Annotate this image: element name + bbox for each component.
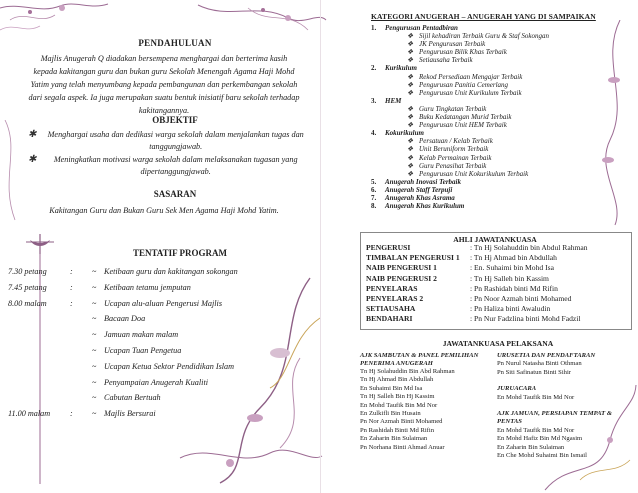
kategori-number: 7. (371, 193, 377, 202)
kategori-group-name: Kokurikulum (385, 129, 424, 138)
pelaksana-name: Pn Rashidah Binti Md Rifin (360, 426, 435, 434)
pelaksana-name: En Zaharin Bin Sulaiman (497, 443, 565, 451)
diamond-bullet-icon: ❖ (406, 48, 414, 57)
kategori-subitem-label: Kelab Permainan Terbaik (419, 153, 492, 162)
arrow-bullet-icon: ~ (92, 330, 97, 340)
kategori-subitem-label: Pengurusan Unit HEM Terbaik (419, 121, 507, 130)
pelaksana-name: En Che Mohd Suhaimi Bin Ismail (497, 452, 587, 460)
sasaran-text: Kakitangan Guru dan Bukan Guru Sek Men Agama Haji Mohd Yatim. (49, 206, 279, 215)
pelaksana-name: En Zulkifli Bin Husain (360, 410, 421, 418)
tentatif-time: 11.00 malam (8, 409, 51, 419)
tentatif-rows (8, 264, 320, 422)
tentatif-time: 8.00 malam (8, 298, 47, 308)
tentatif-row (60, 343, 320, 359)
arrow-bullet-icon: ~ (92, 361, 97, 371)
tentatif-item: Jamuan makan malam (104, 330, 179, 340)
tentatif-item: Cabutan Bertuah (104, 393, 161, 403)
kategori-number: 8. (371, 202, 377, 211)
pelaksana-title: JAWATANKUASA PELAKSANA (442, 339, 554, 348)
tentatif-item: Ucapan Tuan Pengetua (104, 345, 182, 355)
kategori-list (371, 24, 601, 210)
kategori-subitem (371, 48, 601, 56)
kategori-group-name: Anugerah Inovasi Terbaik (385, 177, 461, 186)
ajk-row (366, 314, 628, 324)
pelaksana-left-title: AJK SAMBUTAN & PANEL PEMILIHAN PENERIMA ANUGERAH (360, 352, 479, 368)
tentatif-colon: : (70, 282, 73, 292)
diamond-bullet-icon: ❖ (406, 56, 414, 65)
ajk-rows (366, 243, 628, 325)
ajk-row (366, 243, 628, 253)
pelaksana-name: Pn Nurul Natasha Binti Othman (497, 360, 582, 368)
kategori-group (371, 202, 601, 210)
kategori-group-name: Anugerah Staff Terpuji (385, 185, 453, 194)
kategori-group (371, 178, 601, 186)
ajk-name: : Pn Noor Azmah binti Mohamed (470, 294, 572, 304)
arrow-bullet-icon: ~ (92, 345, 97, 355)
ajk-role: PENGERUSI (366, 243, 411, 252)
kategori-subitem-label: Pengurusan Bilik Khas Terbaik (419, 48, 507, 57)
kategori-subitem-label: Rekod Persediaan Mengajar Terbaik (419, 72, 523, 81)
kategori-subitem-label: Pengurusan Unit Kokurikulum Terbaik (419, 169, 529, 178)
tentatif-item: Penyampaian Anugerah Kualiti (104, 377, 209, 387)
kategori-subitem (371, 154, 601, 162)
pelaksana-right (497, 352, 632, 460)
pelaksana-group-title: JURUACARA (497, 385, 537, 393)
diamond-bullet-icon: ❖ (406, 32, 414, 41)
diamond-bullet-icon: ❖ (406, 121, 414, 130)
kategori-subitem (371, 40, 601, 48)
kategori-number: 5. (371, 177, 377, 186)
kategori-subitem-label: Buku Kedatangan Murid Terbaik (419, 113, 512, 122)
kategori-group-name: Anugerah Khas Asrama (385, 193, 455, 202)
tentatif-colon (70, 359, 82, 375)
kategori-subitem (371, 162, 601, 170)
kategori-subitem-label: Guru Tingkatan Terbaik (419, 104, 487, 113)
kategori-number: 3. (371, 96, 377, 105)
kategori-group-name: HEM (385, 96, 402, 105)
objektif-item: ✱ Menghargai usaha dan dedikasi warga sekolah dalam menjalankan tugas dan tanggungjawab. (28, 129, 304, 151)
ajk-name: : Pn Haliza binti Awaludin (470, 304, 551, 314)
pelaksana-name: En Zaharin Bin Sulaiman (360, 435, 428, 443)
ajk-name: : Pn Rashidah binti Md Rifin (470, 283, 558, 293)
diamond-bullet-icon: ❖ (406, 80, 414, 89)
arrow-bullet-icon: ~ (92, 409, 97, 419)
tentatif-item: Ketibaan guru dan kakitangan sokongan (104, 267, 238, 276)
tentatif-time (8, 359, 58, 375)
tentatif-row (60, 375, 320, 391)
kategori-subitem (371, 89, 601, 97)
tentatif-row (60, 390, 320, 406)
kategori-subitem-label: Pengurusan Panitia Cemerlang (419, 80, 509, 89)
pelaksana-name: En Mohd Taufik Bin Md Nor (360, 401, 438, 409)
tentatif-colon: : (70, 267, 73, 276)
kategori-subitem-label: Setiausaha Terbaik (419, 56, 473, 65)
pelaksana-name: Pn Siti Safinatun Binti Sihir (497, 368, 572, 376)
pelaksana-name: Tn Hj Solahuddin Bin Abd Rahman (360, 368, 455, 375)
kategori-subitem (371, 121, 601, 129)
kategori-number: 1. (371, 24, 377, 32)
kategori-group (371, 194, 601, 202)
pelaksana-name: Tn Hj Salleh Bin Hj Kassim (360, 393, 435, 401)
tentatif-time (8, 343, 58, 359)
kategori-subitem (371, 113, 601, 121)
pelaksana-group-title: URUSETIA DAN PENDAFTARAN (497, 352, 596, 359)
diamond-bullet-icon: ❖ (406, 161, 414, 170)
tentatif-time (8, 375, 58, 391)
pendahuluan-text: Majlis Anugerah Q diadakan bersempena menghargai dan berterima kasih kepada kakitangan guru dan bukan guru Sekolah Menengah Agama Haji Mohd Yatim yang telah menyumbang kepada pembangunan dan perkembangan sekolah dari segala aspek. Ia juga merupakan suatu bentuk inisiatif baru sekolah terhadap kakitangannya. (28, 54, 300, 115)
ajk-role: PENYELARAS 2 (366, 294, 424, 304)
kategori-subitem (371, 137, 601, 145)
arrow-bullet-icon: ~ (92, 267, 97, 276)
tentatif-row (60, 359, 320, 375)
arrow-bullet-icon: ~ (92, 377, 97, 387)
tentatif-colon: : (70, 298, 73, 308)
arrow-bullet-icon: ~ (92, 393, 97, 403)
tentatif-item: Ucapan Ketua Sektor Pendidikan Islam (104, 361, 235, 371)
sasaran-title: SASARAN (153, 189, 197, 199)
kategori-number: 2. (371, 64, 377, 73)
diamond-bullet-icon: ❖ (406, 40, 414, 49)
ajk-role: PENYELARAS (366, 283, 418, 293)
pelaksana-name: En Mohd Taufik Bin Md Nor (497, 426, 575, 434)
floral-corner-top-left (0, 0, 110, 40)
tentatif-time (8, 390, 58, 406)
kategori-title: KATEGORI ANUGERAH – ANUGERAH YANG DI SAMPAIKAN (371, 12, 596, 21)
panel-divider-1 (320, 0, 321, 493)
arrow-bullet-icon: ~ (92, 298, 97, 308)
kategori-subitem-label: Persatuan / Kelab Terbaik (419, 137, 493, 146)
tentatif-time: 7.45 petang (8, 282, 47, 292)
tentatif-item: Ketibaan tetamu jemputan (104, 282, 191, 292)
ajk-row (366, 294, 628, 304)
pelaksana-name: Pn Norhana Binti Ahmad Anuar (360, 443, 445, 451)
arrow-bullet-icon: ~ (92, 314, 97, 324)
kategori-subitem (371, 73, 601, 81)
tentatif-colon (70, 390, 82, 406)
kategori-subitem-label: Pengurusan Unit Kurikulum Terbaik (419, 88, 522, 97)
ajk-name: : Tn Hj Ahmad bin Abdullah (470, 253, 557, 263)
ajk-name: : En. Suhaimi bin Mohd Isa (470, 263, 554, 273)
kategori-subitem (371, 105, 601, 113)
kategori-subitem-label: Guru Penasihat Terbaik (419, 161, 487, 170)
diamond-bullet-icon: ❖ (406, 137, 414, 146)
kategori-subitem-label: Sijil kehadiran Terbaik Guru & Staf Sokongan (419, 32, 550, 41)
kategori-group (371, 24, 601, 32)
ajk-name: : Pn Nur Fadzlina binti Mohd Fadzil (470, 314, 581, 324)
pelaksana-name: En Mohd Hafiz Bin Md Ngasim (497, 435, 583, 443)
diamond-bullet-icon: ❖ (406, 169, 414, 178)
diamond-bullet-icon: ❖ (406, 72, 414, 81)
kategori-subitem (371, 32, 601, 40)
tentatif-time (8, 327, 58, 343)
ajk-row (366, 304, 628, 314)
kategori-subitem-label: JK Pengurusan Terbaik (419, 40, 486, 49)
tentatif-row (8, 296, 320, 312)
ajk-row (366, 253, 628, 263)
pelaksana-group-title: AJK JAMUAN, PERSIAPAN TEMPAT & PENTAS (497, 410, 612, 426)
tentatif-time: 7.30 petang (8, 267, 47, 276)
tentatif-colon: : (70, 409, 73, 419)
ajk-role: BENDAHARI (366, 314, 413, 324)
kategori-group (371, 97, 601, 105)
ajk-name: : Tn Hj Solahuddin bin Abdul Rahman (470, 243, 588, 252)
objektif-item: ✱ Meningkatkan motivasi warga sekolah dalam melaksanakan tugasan yang dipertanggungjawab. (28, 154, 298, 176)
ajk-row (366, 263, 628, 273)
tentatif-item: Ucapan alu-aluan Pengerusi Majlis (104, 298, 223, 308)
tentatif-row (8, 264, 320, 280)
ajk-role: NAIB PENGERUSI 1 (366, 263, 437, 273)
tentatif-colon (70, 343, 82, 359)
tentatif-item: Majlis Bersurai (104, 409, 156, 419)
star-bullet-icon: ✱ (28, 154, 37, 165)
tentatif-colon (70, 311, 82, 327)
tentatif-row (60, 327, 320, 343)
diamond-bullet-icon: ❖ (406, 145, 414, 154)
diamond-bullet-icon: ❖ (406, 104, 414, 113)
kategori-group-name: Anugerah Khas Kurikulum (385, 202, 465, 211)
tentatif-row (60, 311, 320, 327)
pelaksana-name: En Mohd Taufik Bin Md Nor (497, 393, 575, 401)
tentatif-time (8, 311, 58, 327)
diamond-bullet-icon: ❖ (406, 113, 414, 122)
kategori-group (371, 129, 601, 137)
pelaksana-name: En Suhaimi Bin Md Isa (360, 384, 423, 392)
tentatif-row (8, 406, 320, 422)
kategori-group-name: Kurikulum (385, 64, 417, 73)
kategori-subitem (371, 145, 601, 153)
ajk-name: : Tn Hj Salleh bin Kassim (470, 273, 549, 283)
star-bullet-icon: ✱ (28, 129, 37, 140)
kategori-subitem (371, 56, 601, 64)
tentatif-colon (70, 375, 82, 391)
pelaksana-name: Tn Hj Ahmad Bin Abdullah (360, 376, 434, 384)
pelaksana-left-names (360, 368, 500, 452)
kategori-number: 6. (371, 185, 377, 194)
kategori-group (371, 186, 601, 194)
ajk-role: SETIAUSAHA (366, 304, 416, 314)
objektif-title: OBJEKTIF (152, 115, 198, 125)
ajk-row (366, 284, 628, 294)
kategori-subitem (371, 170, 601, 178)
tentatif-row (8, 280, 320, 296)
diamond-bullet-icon: ❖ (406, 153, 414, 162)
ajk-row (366, 274, 628, 284)
arrow-bullet-icon: ~ (92, 282, 97, 292)
ajk-role: NAIB PENGERUSI 2 (366, 273, 437, 283)
kategori-subitem-label: Unit Beruniform Terbaik (419, 145, 489, 154)
objektif-list (28, 129, 310, 178)
ajk-role: TIMBALAN PENGERUSI 1 (366, 253, 460, 263)
kategori-number: 4. (371, 129, 377, 138)
ajk-title: AHLI JAWATANKUASA (453, 235, 537, 244)
pelaksana-name: Pn Nor Azmah Binti Mohamed (360, 418, 443, 426)
tentatif-item: Bacaan Doa (104, 314, 146, 324)
kategori-group-name: Pengurusan Pentadbiran (385, 24, 458, 32)
diamond-bullet-icon: ❖ (406, 88, 414, 97)
tentatif-title: TENTATIF PROGRAM (132, 248, 228, 258)
tentatif-colon (70, 327, 82, 343)
kategori-group (371, 64, 601, 72)
kategori-subitem (371, 81, 601, 89)
pendahuluan-title: PENDAHULUAN (138, 38, 212, 48)
